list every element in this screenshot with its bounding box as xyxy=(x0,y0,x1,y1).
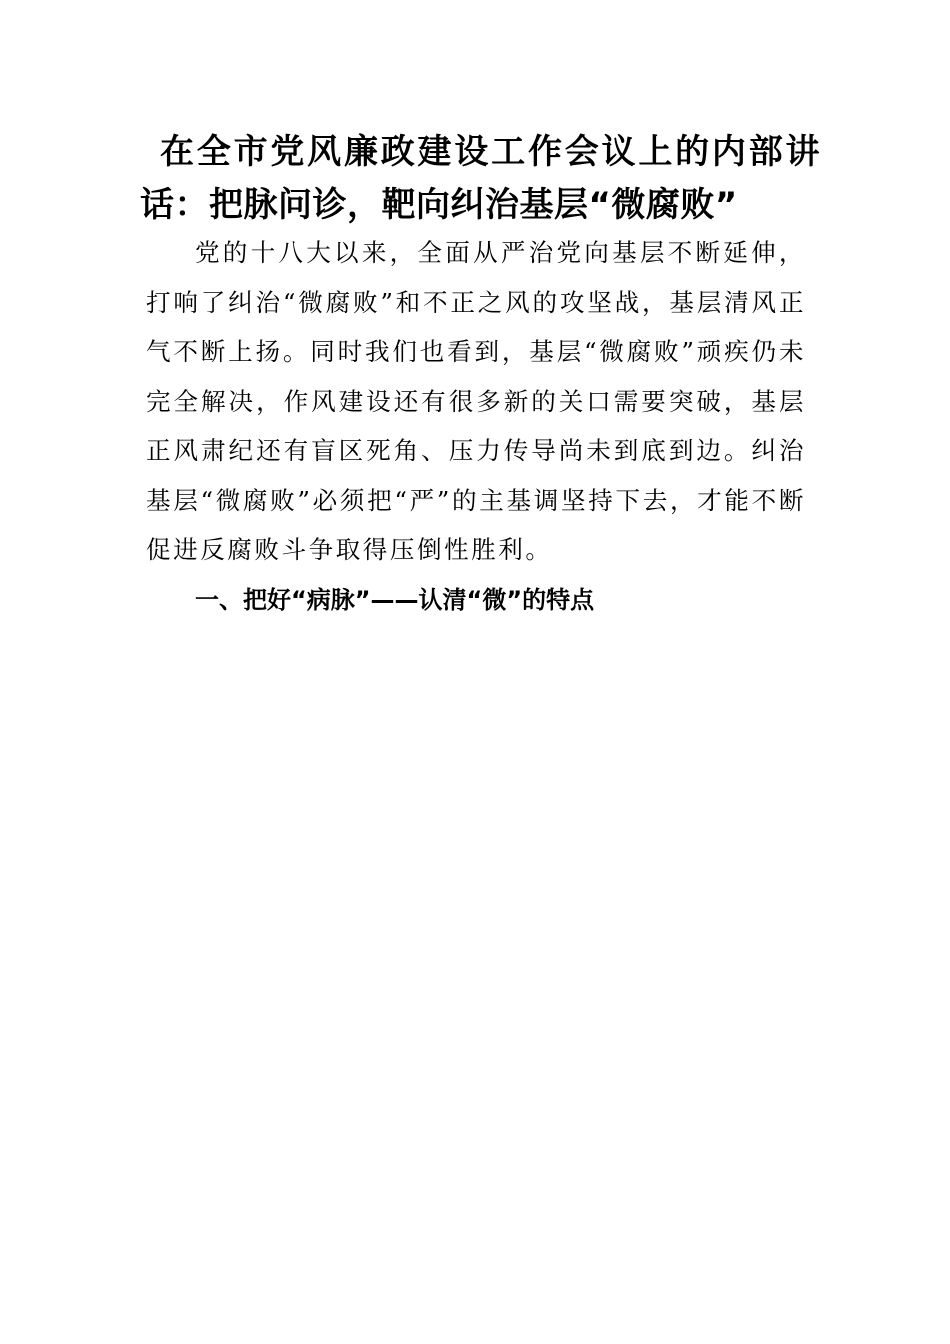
body-paragraph: 党的十八大以来，全面从严治党向基层不断延伸，打响了纠治“微腐败”和不正之风的攻坚战，基层清风正气不断上扬。同时我们也看到，基层“微腐败”顽疾仍未完全解决，作风建设还有很多新的关口需要突破，基层正风肃纪还有盲区死角、压力传导尚未到底到边。纠治基层“微腐败”必须把“严”的主基调坚持下去，才能不断促进反腐败斗争取得压倒性胜利。 xyxy=(146,238,806,564)
section-heading: 一、把好“病脉”——认清“微”的特点 xyxy=(195,586,595,614)
document-title: 在全市党风廉政建设工作会议上的内部讲话：把脉问诊，靶向纠治基层“微腐败” xyxy=(140,132,820,225)
